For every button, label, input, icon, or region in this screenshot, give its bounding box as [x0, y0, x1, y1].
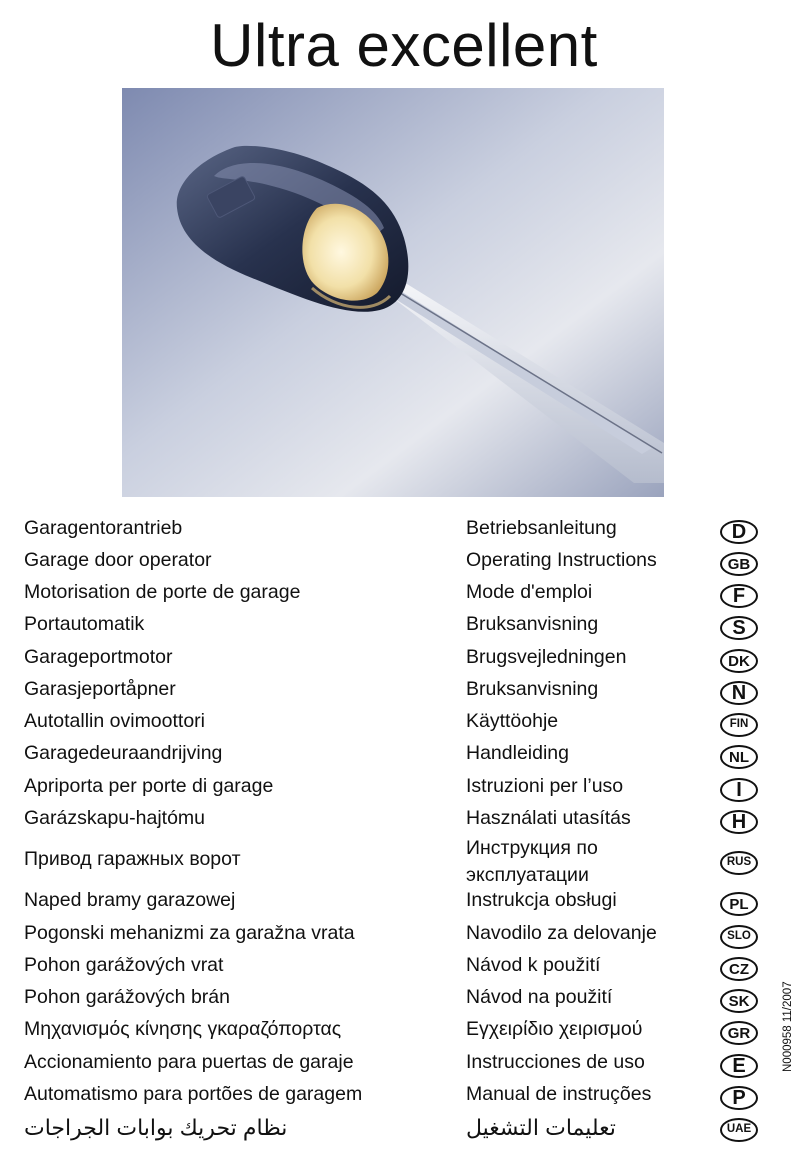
- manual-title: Bruksanvisning: [466, 678, 599, 700]
- language-badge: P: [720, 1086, 758, 1110]
- manual-title: Használati utasítás: [466, 807, 631, 829]
- language-badge: S: [720, 616, 758, 640]
- product-name: Pohon garážových brán: [24, 986, 230, 1008]
- product-name: Привод гаражных ворот: [24, 848, 241, 870]
- product-name: Accionamiento para puertas de garaje: [24, 1051, 354, 1073]
- product-name: Portautomatik: [24, 613, 145, 635]
- product-name: Garage door operator: [24, 549, 212, 571]
- language-badge: FIN: [720, 713, 758, 737]
- language-badge: GR: [720, 1021, 758, 1045]
- language-badge: SK: [720, 989, 758, 1013]
- product-name: Garázskapu-hajtómu: [24, 807, 206, 829]
- product-name: Garagentorantrieb: [24, 517, 183, 539]
- manual-title: Manual de instruções: [466, 1083, 652, 1105]
- language-badge: RUS: [720, 851, 758, 875]
- manual-title: Εγχειρίδιο χειρισμού: [466, 1018, 643, 1040]
- product-name: Pogonski mehanizmi za garažna vrata: [24, 922, 355, 944]
- manual-title: Instrucciones de uso: [466, 1051, 645, 1073]
- language-badge: H: [720, 810, 758, 834]
- language-badge: D: [720, 520, 758, 544]
- product-name: Apriporta per porte di garage: [24, 775, 274, 797]
- language-badge: UAE: [720, 1118, 758, 1142]
- manual-title: Handleiding: [466, 742, 569, 764]
- product-name: نظام تحريك بوابات الجراجات: [24, 1115, 288, 1140]
- manual-title: Mode d'emploi: [466, 581, 593, 603]
- manual-title: Operating Instructions: [466, 549, 657, 571]
- product-photo: [122, 88, 664, 497]
- garage-operator-illustration: [122, 88, 664, 497]
- language-badge: E: [720, 1054, 758, 1078]
- language-badge: F: [720, 584, 758, 608]
- manual-title: Brugsvejledningen: [466, 646, 627, 668]
- manual-title: Návod na použití: [466, 986, 613, 1008]
- manual-title: Betriebsanleitung: [466, 517, 617, 539]
- language-badge: PL: [720, 892, 758, 916]
- manual-title: [466, 835, 598, 889]
- language-badge: I: [720, 778, 758, 802]
- language-badge: NL: [720, 745, 758, 769]
- product-name: Motorisation de porte de garage: [24, 581, 301, 603]
- manual-title: Návod k použití: [466, 954, 601, 976]
- language-badge: DK: [720, 649, 758, 673]
- language-badge: CZ: [720, 957, 758, 981]
- manual-title: Bruksanvisning: [466, 613, 599, 635]
- manual-title-line-1: Инструкция по: [466, 837, 598, 859]
- manual-title: Istruzioni per l’uso: [466, 775, 624, 797]
- document-title: Ultra excellent: [210, 12, 598, 79]
- product-name: Garagedeuraandrijving: [24, 742, 223, 764]
- manual-title: Käyttöohje: [466, 710, 559, 732]
- product-name: Garageportmotor: [24, 646, 173, 668]
- manual-title: Navodilo za delovanje: [466, 922, 657, 944]
- language-badge: N: [720, 681, 758, 705]
- language-badge: GB: [720, 552, 758, 576]
- language-badge: SLO: [720, 925, 758, 949]
- product-name: Naped bramy garazowej: [24, 889, 236, 911]
- product-name: Garasjeportåpner: [24, 678, 176, 700]
- manual-title: تعليمات التشغيل: [466, 1115, 616, 1140]
- product-name: Pohon garážových vrat: [24, 954, 224, 976]
- product-name: Automatismo para portões de garagem: [24, 1083, 363, 1105]
- product-name: Μηχανισμός κίνησης γκαραζόπορτας: [24, 1018, 342, 1040]
- manual-title-line-2: эксплуатации: [466, 864, 589, 886]
- document-number-text: N000958 11/2007: [782, 981, 794, 1072]
- product-name: Autotallin ovimoottori: [24, 710, 206, 732]
- manual-title: Instrukcja obsługi: [466, 889, 617, 911]
